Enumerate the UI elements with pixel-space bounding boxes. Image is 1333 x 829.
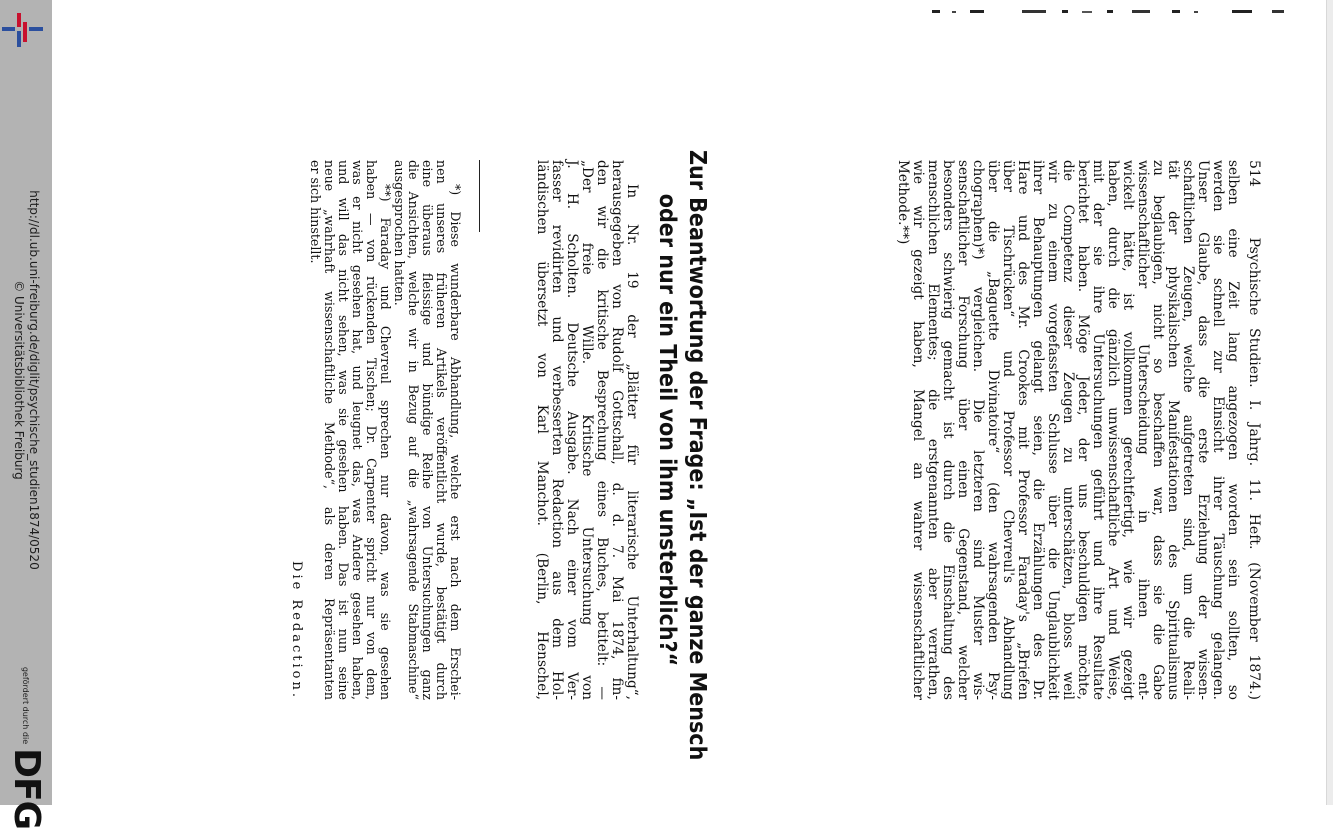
text-line: ländischen übersetzt von Karl Manchot. (Berlin, Henschel, [534,160,550,700]
footnote-line: *) Diese wunderbare Abhandlung, welche erst nach dem Erschei- [448,184,463,700]
footnote-line: ausgesprochen hatten. [392,160,407,306]
text-line: „Der freie Wille. Kritische Untersuchung von [579,160,595,700]
footnote-line: die Ansichten, welche wir in Bezug auf die „wahrsagende Stabmaschine“ [406,160,421,700]
source-url-vertical[interactable] [11,190,41,569]
page-edge [1326,0,1333,805]
text-line: senschaftlicher Forschung über einen Gegenstand, welcher [955,160,971,700]
running-header [1246,160,1262,700]
body-paragraph [534,160,639,700]
text-line: berichtet haben. Möge Jeder, der uns beschuldigen möchte, [1075,160,1091,700]
text-line: wir zu einem vorgefassten Schlusse über die Unglaublichkeit [1045,160,1061,700]
text-line: wissenschaftlicher Unterscheidung in ihnen ent- [1135,160,1151,700]
ub-freiburg-logo [2,10,48,50]
section-heading [652,150,712,761]
dfg-caption: gefördert durch die [21,666,31,745]
viewer-sidebar [0,0,52,829]
text-line: selben eine Zeit lang angezogen worden sein sollten, so [1225,160,1241,700]
text-line: besonders schwierig gemacht ist durch die Einschaltung des [940,160,956,700]
text-line: wie wir gezeigt haben, Mangel an wahrer wissenschaftlicher [910,160,926,700]
copyright-notice: © Universitätsbibliothek Freiburg [12,280,26,480]
dfg-logo-text: DFG [6,748,47,829]
text-line: chographen)*) vergleichen. Die letzteren sind Muster wis- [970,160,986,700]
text-line: den wir die kritische Besprechung eines Buches, betitelt: — [594,160,610,700]
footnote-line: haben — von rückenden Tischen; Dr. Carpenter spricht nur von dem, [364,160,379,700]
top-paragraph [895,160,1240,700]
text-line: wickelt hätte, ist vollkommen gerechtfertigt, wie wir gezeigt [1120,160,1136,700]
text-line: über Tischrücken“ und Professor Chevreul's Abhandlung [1000,160,1016,700]
running-title: Psychische Studien. I. Jahrg. 11. Heft. (November 1874.) [1246,237,1262,700]
footnote-line: er sich hinstellt. [308,160,323,264]
text-line: J. H. Scholten. Deutsche Ausgabe. Nach einer vom Ver- [564,160,580,700]
text-line: In Nr. 19 der „Blätter für literarische Unterhaltung“, [624,184,640,700]
text-line: herausgegeben von Rudolf Gottschall, d. d. 7. Mai 1874, fin- [609,160,625,700]
footnote-line: **) Faraday und Chevreul sprechen nur davon, was sie gesehen [378,184,393,700]
text-line: mit der sie ihre Untersuchungen geführt und ihre Resultate [1090,160,1106,700]
text-line: Methode.**) [895,160,911,245]
page-number: 514 [1246,160,1262,187]
footnote-line: und will das nicht sehen, was sie gesehen haben. Das ist nun seine [336,160,351,700]
scanned-page [52,0,1333,805]
text-line: schaftlichen Zeugen, welche aufgetreten sind, um die Reali- [1180,160,1196,700]
text-line: werden sie schnell zur Einsicht ihrer Täuschung gelangen. [1210,160,1226,700]
text-line: ihrer Behauptungen gelangt seien, die Erzählungen des Dr. [1030,160,1046,700]
heading-line-2: oder nur ein Theil von ihm unsterblich?“ [654,193,680,667]
footnote-line: eine überaus fleissige und bündige Reihe von Untersuchungen ganz [420,160,435,700]
text-line: haben, durch die gänzlich unwissenschaftliche Art und Weise, [1105,160,1121,700]
signature-block [289,520,304,700]
footnote-line: was er nicht gesehen hat, und leugnet das, was Andere gesehen haben, [350,160,365,700]
text-line: zu beglaubigen, nicht so beschaffen war, dass sie die Gabe [1150,160,1166,700]
text-line: die Competenz dieser Zeugen zu unterschätzen, bloss weil [1060,160,1076,700]
text-line: menschlichen Elementes; die erstgenannten aber verrathen, [925,160,941,700]
text-line: über die „Baguette Divinatoire“ (den wahrsagenden Psy- [985,160,1001,700]
text-line: tät der physikalischen Manifestationen des Spiritualismus [1165,160,1181,700]
text-line: fasser revidirten und verbesserten Redaction aus dem Hol- [549,160,565,700]
heading-line-1: Zur Beantwortung der Frage: „Ist der ganze Mensch [684,150,710,761]
footnotes [308,160,462,700]
footnote-line: nen unseres früheren Artikels veröffentlicht wurde, bestätigt durch [434,160,449,700]
signature: Die Redaction. [289,561,304,700]
footnote-rule [479,160,480,232]
source-url[interactable]: http://dl.ub.uni-freiburg.de/diglit/psychische_studien1874/0520 [27,190,41,570]
text-line: Hare und des Mr. Crookes mit Professor Faraday's „Briefen [1015,160,1031,700]
text-line: Unser Glaube, dass die erste Erziehung der wissen- [1195,160,1211,700]
scan-artifacts [932,6,1312,16]
footnote-line: neue „wahrhaft wissenschaftliche Methode“, als deren Repräsentanten [322,160,337,700]
